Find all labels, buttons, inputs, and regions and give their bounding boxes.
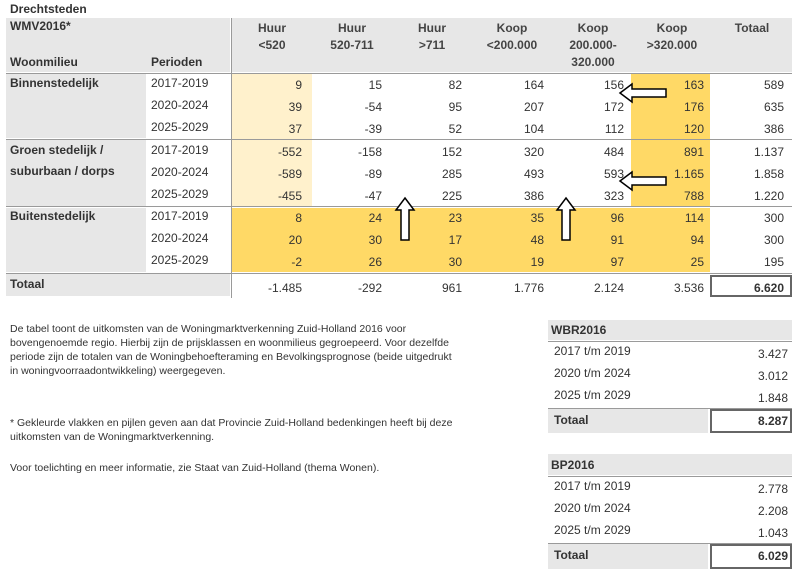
- row-divider: [6, 273, 792, 274]
- table-cell: 386: [763, 122, 784, 136]
- arrow-left-icon: [618, 82, 668, 104]
- period-label: 2020-2024: [151, 165, 209, 179]
- total-cell: 1.776: [513, 281, 544, 295]
- table-cell: 323: [603, 189, 624, 203]
- table-cell: 9: [295, 78, 302, 92]
- wbr-row-value: 3.012: [757, 369, 788, 383]
- bp-total-label: Totaal: [554, 548, 589, 562]
- table-cell: 589: [763, 78, 784, 92]
- period-label: 2025-2029: [151, 120, 209, 134]
- table-cell: 593: [603, 167, 624, 181]
- column-header: Koop 200.000- 320.000: [569, 21, 617, 69]
- table-cell: 493: [523, 167, 544, 181]
- total-cell: 3.536: [673, 281, 704, 295]
- wbr-row-label: 2020 t/m 2024: [554, 366, 631, 380]
- table-cell: 30: [448, 255, 462, 269]
- arrow-up-icon: [555, 196, 577, 242]
- column-header: Huur >711: [418, 21, 446, 52]
- row-divider: [6, 139, 792, 140]
- table-cell: -158: [357, 145, 382, 159]
- table-cell: 484: [603, 145, 624, 159]
- highlight-light-huur520: [232, 74, 312, 206]
- arrow-up-icon: [394, 196, 416, 242]
- period-label: 2025-2029: [151, 253, 209, 267]
- total-cell: -1.485: [267, 281, 302, 295]
- table-cell: -89: [364, 167, 382, 181]
- table-cell: -39: [364, 122, 382, 136]
- table-cell: 320: [523, 145, 544, 159]
- table-cell: 386: [523, 189, 544, 203]
- note-paragraph: De tabel toont de uitkomsten van de Woningmarktverkenning Zuid-Holland 2016 voor bovengenoemde regio. Hierbij zijn de prijsklassen en woonmilieus gegroepeerd. Voor dezelfde periode zijn de totalen van de Woningbehoefteraming en Bevolkingsprognose (beide uitgedrukt in woningvoorraadontwikkeling) weergegeven.: [10, 323, 452, 377]
- table-cell: 120: [683, 122, 704, 136]
- row-divider: [548, 476, 792, 477]
- table-cell: 19: [530, 255, 544, 269]
- column-header: Huur 520-711: [330, 21, 374, 52]
- bp-total-value: 6.029: [757, 549, 788, 563]
- period-label: 2017-2019: [151, 143, 209, 157]
- total-cell: -292: [357, 281, 382, 295]
- table-cell: 39: [288, 100, 302, 114]
- table-cell: 156: [603, 78, 624, 92]
- table-cell: -47: [364, 189, 382, 203]
- totaal-label: Totaal: [10, 277, 45, 291]
- table-cell: -54: [364, 100, 382, 114]
- table-cell: 15: [368, 78, 382, 92]
- table-cell: 24: [368, 211, 382, 225]
- table-cell: 164: [523, 78, 544, 92]
- table-cell: 163: [683, 78, 704, 92]
- table-cell: 104: [523, 122, 544, 136]
- bp-row-value: 1.043: [757, 526, 788, 540]
- table-cell: 37: [288, 122, 302, 136]
- period-label: 2017-2019: [151, 209, 209, 223]
- table-cell: 1.858: [753, 167, 784, 181]
- group-label-groen: Groen stedelijk / suburbaan / dorps: [10, 143, 115, 178]
- table-cell: 17: [448, 233, 462, 247]
- table-cell: 285: [441, 167, 462, 181]
- column-header: Totaal: [734, 21, 770, 35]
- period-label: 2025-2029: [151, 187, 209, 201]
- table-cell: 891: [683, 145, 704, 159]
- perioden-header: Perioden: [151, 55, 203, 69]
- row-divider: [6, 73, 792, 74]
- table-cell: 25: [690, 255, 704, 269]
- table-cell: 176: [683, 100, 704, 114]
- wbr-row-label: 2017 t/m 2019: [554, 344, 631, 358]
- table-cell: 30: [368, 233, 382, 247]
- table-cell: 97: [610, 255, 624, 269]
- row-divider: [548, 341, 792, 342]
- region-title: Drechtsteden: [10, 2, 87, 16]
- wbr-total-value: 8.287: [757, 414, 788, 428]
- table-cell: 172: [603, 100, 624, 114]
- grand-total-cell: 6.620: [753, 281, 784, 295]
- table-cell: 35: [530, 211, 544, 225]
- woonmilieu-header: Woonmilieu: [10, 55, 78, 69]
- table-cell: 635: [763, 100, 784, 114]
- table-cell: 96: [610, 211, 624, 225]
- table-cell: 1.165: [673, 167, 704, 181]
- table-title: WMV2016*: [10, 19, 71, 33]
- table-cell: 152: [441, 145, 462, 159]
- table-cell: 26: [368, 255, 382, 269]
- period-label: 2020-2024: [151, 231, 209, 245]
- column-header: Huur <520: [258, 21, 286, 52]
- table-cell: 225: [441, 189, 462, 203]
- wbr-row-value: 3.427: [757, 347, 788, 361]
- table-cell: 1.137: [753, 145, 784, 159]
- table-cell: 82: [448, 78, 462, 92]
- table-cell: 8: [295, 211, 302, 225]
- bp-row-value: 2.778: [757, 482, 788, 496]
- period-label: 2017-2019: [151, 76, 209, 90]
- group-label-buitenstedelijk: Buitenstedelijk: [10, 209, 96, 223]
- table-cell: -455: [277, 189, 302, 203]
- table-cell: 23: [448, 211, 462, 225]
- table-cell: 1.220: [753, 189, 784, 203]
- table-cell: 20: [288, 233, 302, 247]
- table-cell: -589: [277, 167, 302, 181]
- total-cell: 961: [441, 281, 462, 295]
- column-header: Koop <200.000: [486, 21, 538, 52]
- table-cell: 48: [530, 233, 544, 247]
- table-cell: 112: [604, 122, 624, 136]
- table-cell: 300: [763, 233, 784, 247]
- bp-row-value: 2.208: [757, 504, 788, 518]
- table-cell: 52: [448, 122, 462, 136]
- bp-row-label: 2017 t/m 2019: [554, 479, 631, 493]
- bp-row-label: 2020 t/m 2024: [554, 501, 631, 515]
- table-cell: 788: [683, 189, 704, 203]
- bp-row-label: 2025 t/m 2029: [554, 523, 631, 537]
- table-cell: 91: [610, 233, 624, 247]
- period-label: 2020-2024: [151, 98, 209, 112]
- wbr-total-label: Totaal: [554, 413, 589, 427]
- table-cell: -552: [277, 145, 302, 159]
- table-cell: 195: [763, 255, 784, 269]
- bp-title: BP2016: [551, 458, 595, 472]
- table-cell: -2: [291, 255, 302, 269]
- wbr-title: WBR2016: [551, 323, 607, 337]
- total-cell: 2.124: [593, 281, 624, 295]
- column-header: Koop >320.000: [646, 21, 698, 52]
- table-cell: 114: [684, 211, 704, 225]
- wbr-row-value: 1.848: [757, 391, 788, 405]
- group-label-binnenstedelijk: Binnenstedelijk: [10, 76, 99, 90]
- table-cell: 207: [523, 100, 544, 114]
- table-cell: 95: [448, 100, 462, 114]
- table-cell: 94: [690, 233, 704, 247]
- note-paragraph: Voor toelichting en meer informatie, zie Staat van Zuid-Holland (thema Wonen).: [10, 462, 380, 474]
- note-paragraph: * Gekleurde vlakken en pijlen geven aan dat Provincie Zuid-Holland bedenkingen heeft bij deze uitkomsten van de Woningmarktverkenning.: [10, 417, 453, 443]
- arrow-left-icon: [618, 170, 668, 192]
- table-cell: 300: [763, 211, 784, 225]
- wbr-row-label: 2025 t/m 2029: [554, 388, 631, 402]
